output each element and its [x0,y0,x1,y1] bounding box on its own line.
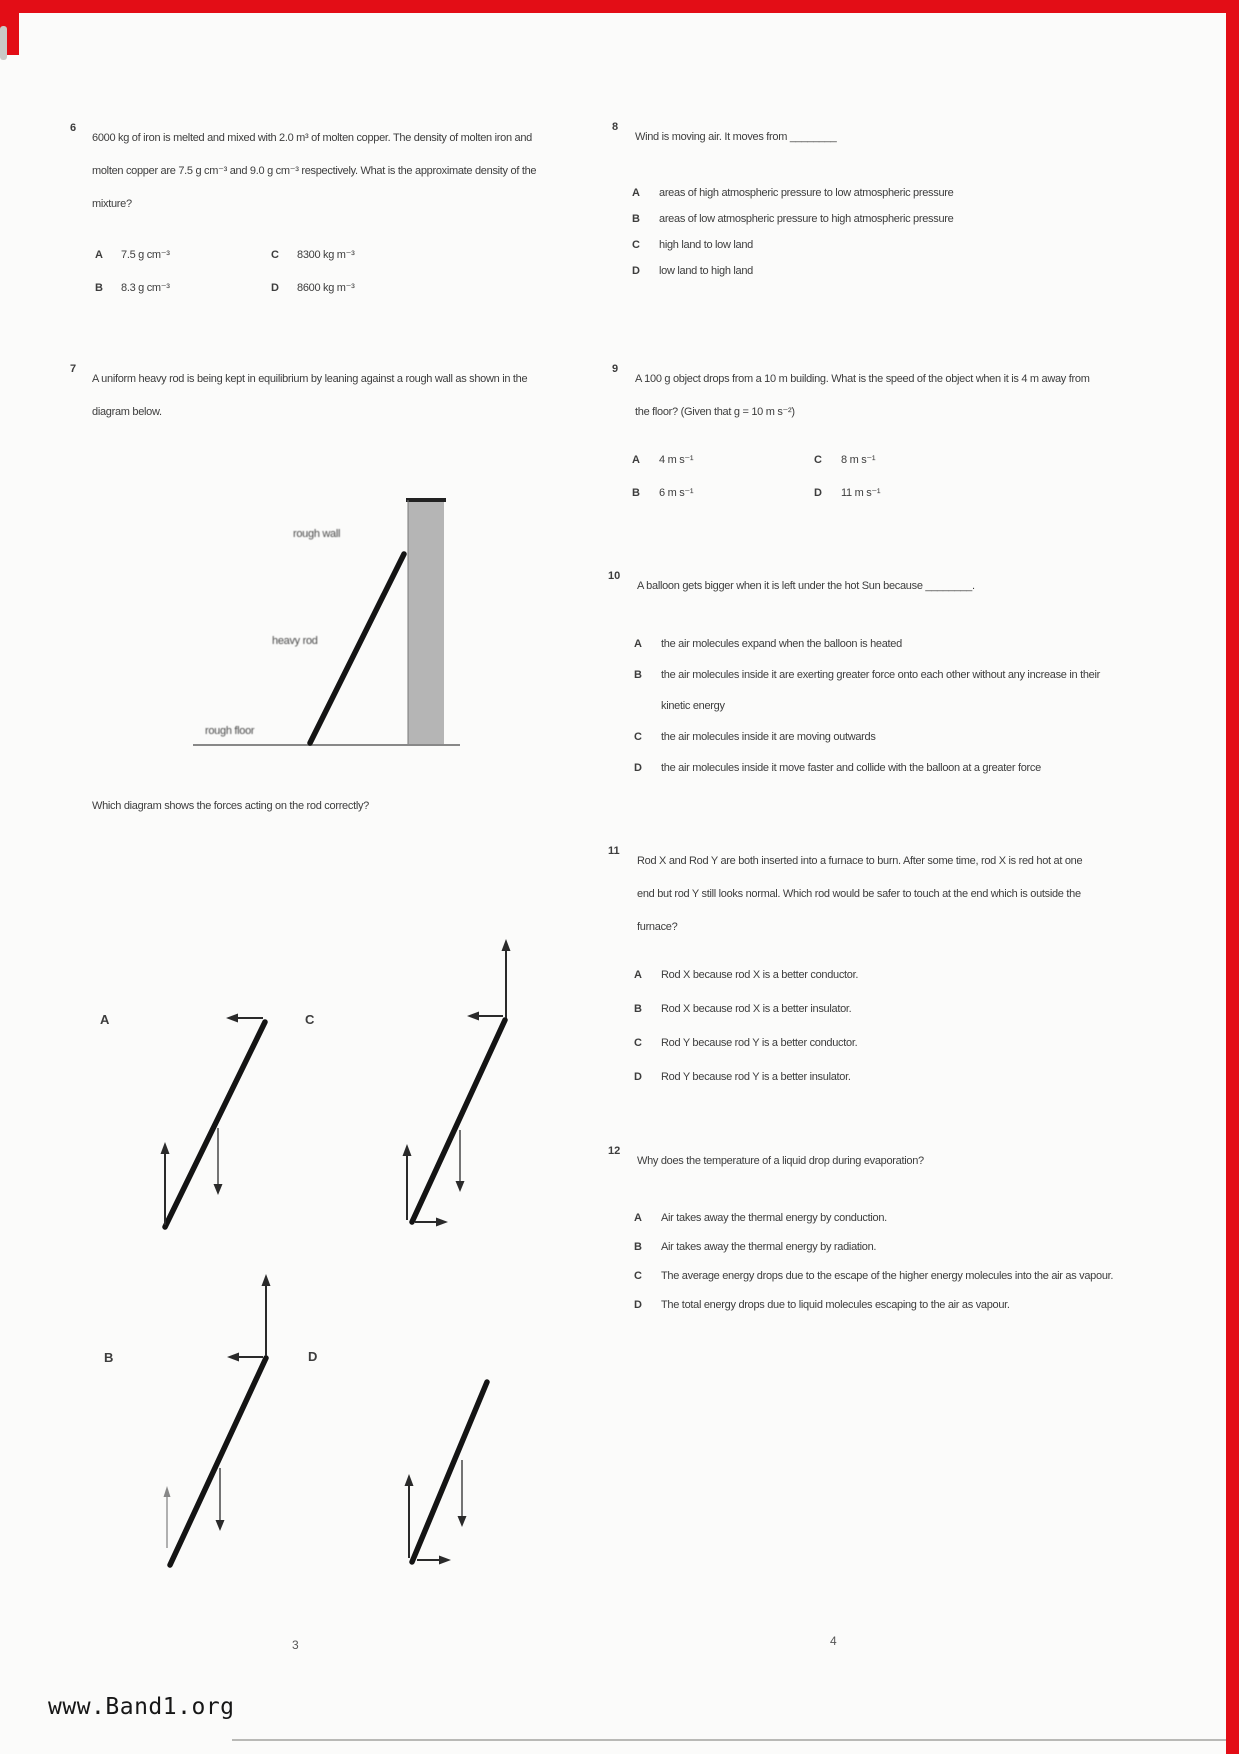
rod [412,1020,505,1222]
option-text: 8.3 g cm⁻³ [121,282,170,294]
question-11-number: 11 [608,845,620,857]
force-diagram-a [132,995,282,1245]
option-text: low land to high land [659,265,753,277]
choice-c-label: C [305,1012,315,1027]
arrowhead-down [458,1516,467,1527]
option-label: B [632,213,640,225]
option-label: C [271,249,279,261]
option-label: C [634,1270,642,1282]
heavy-rod-label: heavy rod [272,635,318,647]
option-text: 8 m s⁻¹ [841,454,876,466]
arrowhead-up [164,1486,171,1497]
option-text: Rod X because rod X is a better conductor. [661,969,859,981]
option-label: C [634,1037,642,1049]
question-6-number: 6 [70,122,77,134]
option-label: D [634,1071,642,1083]
option-label: D [271,282,279,294]
question-10-options [634,629,1106,784]
option-label: D [814,487,822,499]
question-12-number: 12 [608,1145,621,1157]
question-12-options [634,1204,1116,1320]
arrowhead-down [216,1520,225,1531]
rod [165,1022,265,1227]
arrowhead-up [161,1142,170,1154]
option-label: B [634,669,642,681]
question-7-number: 7 [70,363,77,375]
rod [170,1358,266,1565]
option-text: Rod X because rod X is a better insulator. [661,1003,852,1015]
question-9-text: A 100 g object drops from a 10 m building. What is the speed of the object when it is 4 m away from the floor? (Given that g = 10 m s⁻²) [635,373,1090,418]
option-text: Rod Y because rod Y is a better conductor. [661,1037,858,1049]
question-10-text: A balloon gets bigger when it is left under the hot Sun because ________. [637,580,975,592]
rod-wall-diagram-svg [190,480,470,760]
option-text: areas of high atmospheric pressure to low atmospheric pressure [659,187,954,199]
option-label: D [632,265,640,277]
option-label: C [632,239,640,251]
option-text: 8600 kg m⁻³ [297,282,355,294]
arrowhead-up [405,1474,414,1486]
watermark-text: www.Band1.org [48,1694,235,1720]
question-7-prompt: Which diagram shows the forces acting on the rod correctly? [92,800,369,812]
option-label: D [634,762,642,774]
option-label: B [634,1003,642,1015]
question-9-number: 9 [612,363,619,375]
question-8-options [632,180,1109,284]
option-label: B [95,282,103,294]
question-11-options [634,958,1106,1094]
option-label: B [634,1241,642,1253]
option-text: Air takes away the thermal energy by conduction. [661,1212,887,1224]
option-text: The total energy drops due to liquid molecules escaping to the air as vapour. [661,1299,1010,1311]
arrowhead-down [456,1181,465,1192]
scan-smudge [0,26,7,60]
option-text: the air molecules inside it move faster and collide with the balloon at a greater force [661,762,1041,774]
option-text: the air molecules inside it are moving outwards [661,731,876,743]
left-page-number: 3 [292,1638,299,1652]
question-8-text: Wind is moving air. It moves from ________ [635,131,837,143]
choice-a-label: A [100,1012,110,1027]
option-text: areas of low atmospheric pressure to high atmospheric pressure [659,213,954,225]
option-label: C [814,454,822,466]
option-text: 8300 kg m⁻³ [297,249,355,261]
wall-shape [408,500,444,745]
question-6-options [95,245,462,298]
option-text: the air molecules expand when the balloon is heated [661,638,902,650]
option-text: Rod Y because rod Y is a better insulator. [661,1071,851,1083]
arrowhead-left [467,1012,479,1021]
rod [412,1382,487,1562]
option-text: 6 m s⁻¹ [659,487,694,499]
choice-d-label: D [308,1349,318,1364]
question-12-text: Why does the temperature of a liquid drop during evaporation? [637,1155,924,1167]
option-label: A [634,638,642,650]
arrowhead-left [227,1353,239,1362]
force-diagram-c [395,933,525,1233]
faint-force-arrow-up-bottom [164,1486,171,1548]
option-label: A [95,249,103,261]
option-text: 7.5 g cm⁻³ [121,249,170,261]
question-10-number: 10 [608,570,621,582]
question-9-options [632,450,971,503]
option-text: the air molecules inside it are exerting greater force onto each other without any increase in their kinetic energy [661,669,1100,712]
question-11-text: Rod X and Rod Y are both inserted into a furnace to burn. After some time, rod X is red hot at one end but rod Y still looks normal. Which rod would be safer to touch at the end which is outside the furnace? [637,855,1083,933]
scan-border-right [1226,0,1239,1754]
choice-b-label: B [104,1350,114,1365]
question-6-text: 6000 kg of iron is melted and mixed with 2.0 m³ of molten copper. The density of molten iron and molten copper are 7.5 g cm⁻³ and 9.0 g cm⁻³ respectively. What is the approximate density of the mixture? [92,132,537,210]
question-8-number: 8 [612,121,619,133]
force-diagram-b [145,1268,275,1568]
option-label: C [634,731,642,743]
option-text: 4 m s⁻¹ [659,454,694,466]
rod-wall-diagram [190,480,470,760]
option-label: B [632,487,640,499]
option-label: A [634,969,642,981]
option-label: A [634,1212,642,1224]
scan-border-top [0,0,1239,13]
arrowhead-right [439,1556,451,1565]
force-diagram-d [385,1308,500,1608]
arrowhead-left [226,1014,238,1023]
rough-floor-label: rough floor [205,725,255,737]
question-7-text: A uniform heavy rod is being kept in equilibrium by leaning against a rough wall as shown in the diagram below. [92,373,528,418]
option-label: A [632,454,640,466]
option-label: A [632,187,640,199]
option-text: Air takes away the thermal energy by radiation. [661,1241,877,1253]
arrowhead-up [502,939,511,951]
arrowhead-up [262,1274,271,1286]
option-label: D [634,1299,642,1311]
right-page-number: 4 [830,1634,837,1648]
rough-wall-label: rough wall [293,528,341,540]
scan-bottom-line [232,1739,1226,1741]
arrowhead-down [214,1184,223,1195]
option-text: 11 m s⁻¹ [841,487,881,499]
option-text: The average energy drops due to the escape of the higher energy molecules into the air as vapour. [661,1270,1114,1282]
arrowhead-up [403,1144,412,1156]
arrowhead-right [436,1218,448,1227]
heavy-rod-shape [310,554,404,743]
option-text: high land to low land [659,239,753,251]
